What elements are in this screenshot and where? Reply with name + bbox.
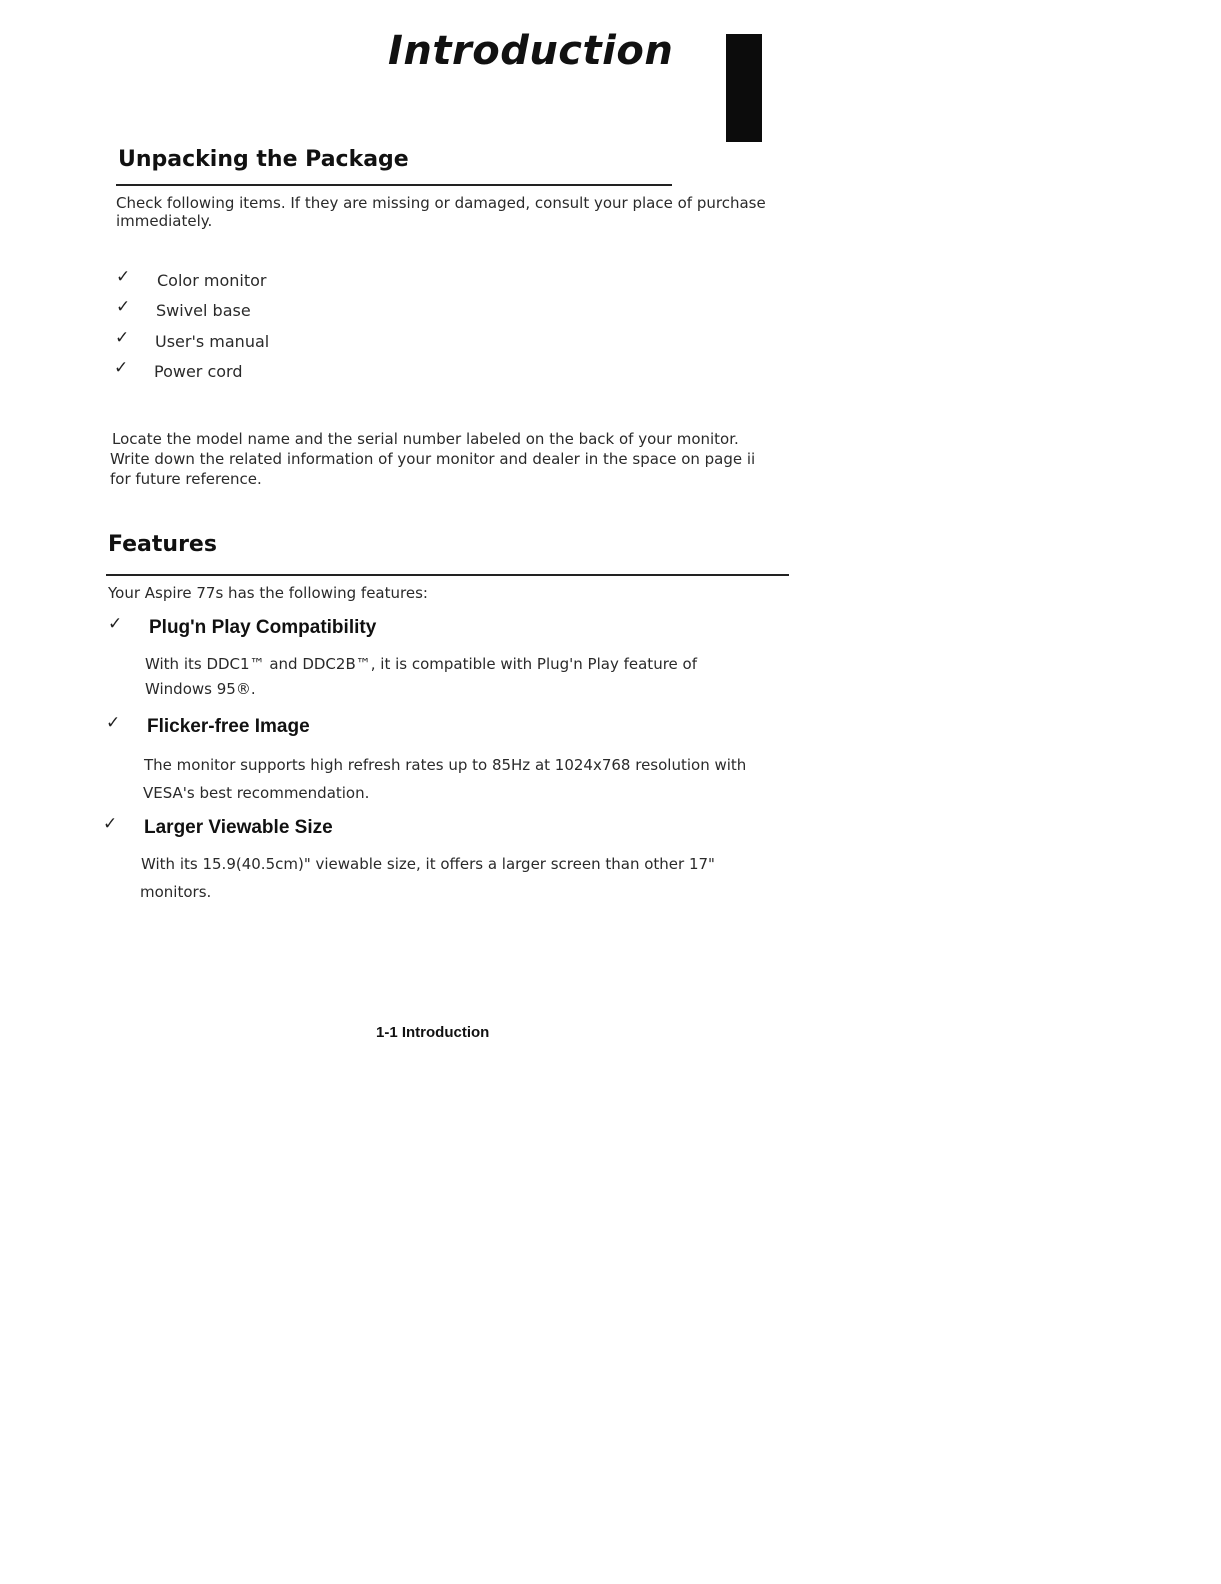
item-label: Swivel base: [156, 301, 251, 320]
locate-line2: Write down the related information of your monitor and dealer in the space on page ii: [110, 450, 756, 468]
checkmark-icon: ✓: [108, 614, 123, 634]
checkmark-icon: ✓: [103, 814, 118, 834]
feature-title: Larger Viewable Size: [144, 817, 333, 838]
feature-desc-line1: With its 15.9(40.5cm)" viewable size, it offers a larger screen than other 17": [141, 855, 715, 873]
features-intro: Your Aspire 77s has the following features:: [108, 584, 428, 602]
checkmark-icon: ✓: [116, 297, 131, 317]
feature-desc-line2: Windows 95®.: [145, 680, 256, 698]
locate-line3: for future reference.: [110, 470, 262, 488]
page-footer: 1-1 Introduction: [376, 1024, 490, 1041]
item-label: User's manual: [155, 332, 270, 351]
unpacking-intro-line2: immediately.: [116, 212, 213, 230]
features-heading: Features: [108, 532, 217, 557]
feature-desc-line2: monitors.: [140, 883, 212, 901]
features-rule: [106, 574, 789, 576]
checkmark-icon: ✓: [114, 358, 129, 378]
chapter-tab-marker: [726, 34, 762, 142]
feature-title: Flicker-free Image: [147, 716, 310, 737]
feature-desc-line2: VESA's best recommendation.: [143, 784, 370, 802]
checkmark-icon: ✓: [115, 328, 130, 348]
locate-line1: Locate the model name and the serial number labeled on the back of your monitor.: [112, 430, 739, 448]
item-label: Power cord: [154, 362, 243, 381]
unpacking-rule: [116, 184, 672, 186]
feature-desc-line1: With its DDC1™ and DDC2B™, it is compatible with Plug'n Play feature of: [145, 655, 697, 673]
unpacking-heading: Unpacking the Package: [118, 147, 409, 172]
unpacking-intro-line1: Check following items. If they are missing or damaged, consult your place of purchase: [116, 194, 766, 212]
checkmark-icon: ✓: [116, 267, 131, 287]
feature-title: Plug'n Play Compatibility: [149, 617, 377, 638]
feature-desc-line1: The monitor supports high refresh rates up to 85Hz at 1024x768 resolution with: [144, 756, 747, 774]
page-title: Introduction: [388, 28, 674, 74]
item-label: Color monitor: [157, 271, 267, 290]
checkmark-icon: ✓: [106, 713, 121, 733]
